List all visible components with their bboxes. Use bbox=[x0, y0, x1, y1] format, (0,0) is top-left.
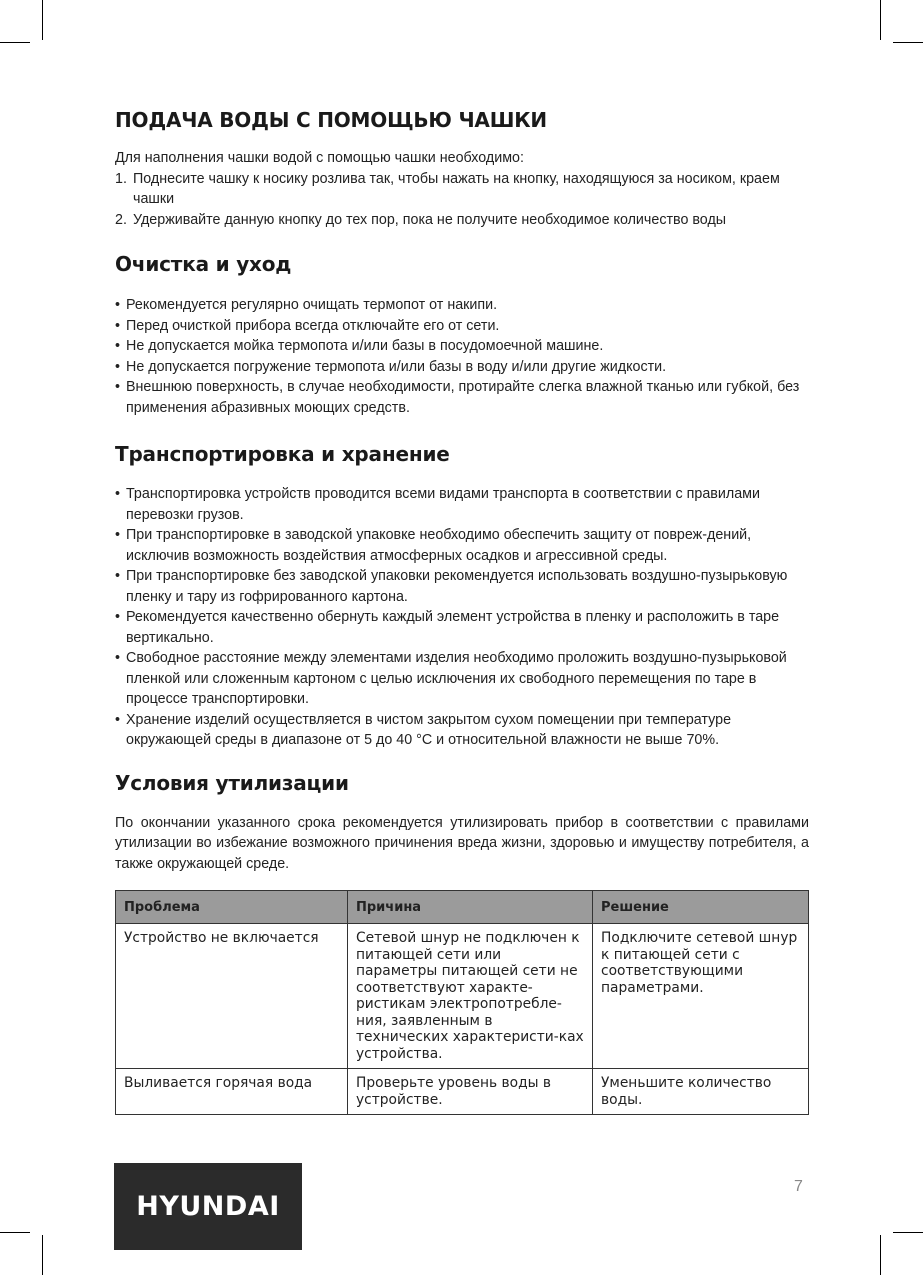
bullet-icon: • bbox=[115, 358, 121, 375]
list-item: • Рекомендуется качественно обернуть каждый элемент устройства в пленку и расположить в таре вертикально. bbox=[115, 609, 780, 646]
page-content bbox=[115, 108, 809, 874]
bullet-icon: • bbox=[115, 609, 121, 625]
list-item: • Не допускается мойка термопота и/или базы в посудомоечной машине. bbox=[115, 336, 809, 357]
list-item: 1. Поднесите чашку к носику розлива так, чтобы нажать на кнопку, находящуюся за носиком, краем чашки bbox=[115, 170, 780, 207]
bullet-icon: • bbox=[115, 650, 121, 666]
section-title: ПОДАЧА ВОДЫ С ПОМОЩЬЮ ЧАШКИ bbox=[115, 108, 547, 132]
list-item: • При транспортировке в заводской упаковке необходимо обеспечить защиту от повреж-дений, исключив возможность воздействия атмосферных осадков и агрессивной среды. bbox=[115, 527, 752, 564]
list-item: • Свободное расстояние между элементами изделия необходимо проложить воздушно-пузырьковой пленкой или сложенным картоном с целью исключения их свободного перемещения по таре в процессе транспортировки. bbox=[115, 650, 787, 707]
crop-mark bbox=[893, 42, 923, 43]
section-title: Очистка и уход bbox=[115, 252, 292, 276]
crop-mark bbox=[42, 1235, 43, 1275]
table-cell: Проверьте уровень воды в устройстве. bbox=[348, 1069, 593, 1115]
section-title: Условия утилизации bbox=[115, 770, 349, 795]
table-cell: Выливается горячая вода bbox=[116, 1069, 348, 1115]
table-cell: Сетевой шнур не подключен к питающей сети или параметры питающей сети не соответствуют характе-ристикам электропотребле-ния, заявленным в технических характеристи-ках устройства. bbox=[348, 924, 593, 1069]
crop-mark bbox=[0, 42, 30, 43]
crop-mark bbox=[880, 0, 881, 40]
list-item: • Перед очисткой прибора всегда отключайте его от сети. bbox=[115, 316, 809, 337]
bullet-list bbox=[115, 484, 809, 751]
bullet-icon: • bbox=[115, 379, 121, 395]
bullet-icon: • bbox=[115, 486, 121, 502]
bullet-icon: • bbox=[115, 711, 121, 728]
list-item: • Хранение изделий осуществляется в чистом закрытом сухом помещении при температуре окружающей среды в диапазоне от 5 до 40 °C и относительной влажности не выше 70%. bbox=[115, 711, 732, 748]
column-header-solution: Решение bbox=[593, 891, 809, 924]
hyundai-logo: HYUNDAI bbox=[114, 1163, 302, 1250]
bullet-list bbox=[115, 295, 809, 418]
table-row bbox=[116, 924, 809, 1069]
bullet-icon: • bbox=[115, 568, 121, 584]
crop-mark bbox=[0, 1232, 30, 1233]
list-item: • Внешнюю поверхность, в случае необходимости, протирайте слегка влажной тканью или губкой, без применения абразивных моющих средств. bbox=[115, 379, 800, 416]
list-item: • При транспортировке без заводской упаковки рекомендуется использовать воздушно-пузырьковую пленку и тару из гофрированного картона. bbox=[115, 568, 788, 605]
bullet-icon: • bbox=[115, 317, 121, 334]
list-item: • Транспортировка устройств проводится всеми видами транспорта в соответствии с правилами перевозки грузов. bbox=[115, 486, 760, 523]
table-cell: Уменьшите количество воды. bbox=[593, 1069, 809, 1115]
crop-mark bbox=[880, 1235, 881, 1275]
section-cleaning-care bbox=[115, 252, 809, 418]
section-title: Транспортировка и хранение bbox=[115, 442, 450, 466]
troubleshooting-table bbox=[115, 890, 809, 1115]
list-item: • Рекомендуется регулярно очищать термопот от накипи. bbox=[115, 295, 809, 316]
bullet-icon: • bbox=[115, 338, 121, 354]
table-cell: Устройство не включается bbox=[116, 924, 348, 1069]
steps-list bbox=[115, 169, 809, 231]
page-number: 7 bbox=[794, 1178, 803, 1195]
bullet-icon: • bbox=[115, 297, 121, 313]
disposal-paragraph: По окончании указанного срока рекомендуется утилизировать прибор в соответствии с правилами утилизации во избежание возможного причинения вреда жизни, здоровью и имуществу потребителя, а также окружающей среде. bbox=[115, 814, 809, 872]
column-header-problem: Проблема bbox=[116, 891, 348, 924]
table-header-row bbox=[116, 891, 809, 924]
table-cell: Подключите сетевой шнур к питающей сети с соответствующими параметрами. bbox=[593, 924, 809, 1069]
list-item: 2. Удерживайте данную кнопку до тех пор, пока не получите необходимое количество воды bbox=[115, 211, 727, 228]
table-row bbox=[116, 1069, 809, 1115]
section-intro: Для наполнения чашки водой с помощью чашки необходимо: bbox=[115, 150, 524, 166]
crop-mark bbox=[42, 0, 43, 40]
section-transport-storage bbox=[115, 442, 809, 751]
column-header-cause: Причина bbox=[348, 891, 593, 924]
section-cup-water-supply bbox=[115, 108, 809, 230]
crop-mark bbox=[893, 1232, 923, 1233]
bullet-icon: • bbox=[115, 527, 121, 543]
section-disposal bbox=[115, 771, 809, 875]
list-item: • Не допускается погружение термопота и/или базы в воду и/или другие жидкости. bbox=[115, 357, 809, 378]
